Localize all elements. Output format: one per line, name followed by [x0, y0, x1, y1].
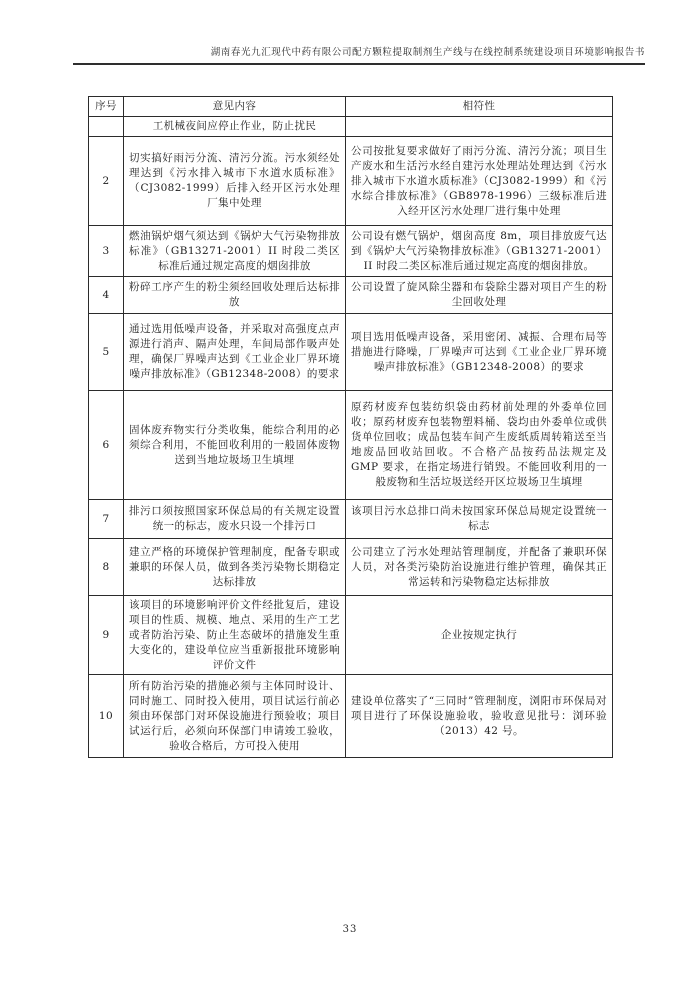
conformity-cell: 公司按批复要求做好了雨污分流、清污分流；项目生产废水和生活污水经自建污水处理站处理达到《污水排入城市下水道水质标准》（CJ3082-1999）和《污水综合排放标准》（GB8978-1996）三级标准后进入经开区污水处理厂进行集中处理 — [346, 137, 613, 226]
table-header-row — [89, 97, 613, 117]
table-row — [89, 137, 613, 226]
table-row — [89, 277, 613, 314]
page-number: 33 — [342, 924, 358, 935]
opinion-cell: 所有防治污染的措施必须与主体同时设计、同时施工、同时投入使用，项目试运行前必须由环保部门对环保设施进行预验收；项目试运行后，必须向环保部门申请竣工验收，验收合格后，方可投入使用 — [124, 675, 346, 758]
conformity-cell: 企业按规定执行 — [346, 596, 613, 675]
row-number-cell: 6 — [89, 391, 124, 500]
conformity-cell: 项目选用低噪声设备，采用密闭、减振、合理布局等措施进行降噪，厂界噪声可达到《工业企业厂界环境噪声排放标准》（GB12348-2008）的要求 — [346, 314, 613, 391]
opinion-cell: 通过选用低噪声设备，并采取对高强度点声源进行消声、隔声处理，车间局部作吸声处理，确保厂界噪声达到《工业企业厂界环境噪声排放标准》（GB12348-2008）的要求 — [124, 314, 346, 391]
opinion-cell: 粉碎工序产生的粉尘须经回收处理后达标排放 — [124, 277, 346, 314]
row-number-cell: 2 — [89, 137, 124, 226]
table-row — [89, 314, 613, 391]
opinion-cell: 排污口须按照国家环保总局的有关规定设置统一的标志，废水只设一个排污口 — [124, 500, 346, 539]
opinion-cell: 建立严格的环境保护管理制度，配备专职或兼职的环保人员，做到各类污染物长期稳定达标排放 — [124, 539, 346, 596]
row-number-cell: 8 — [89, 539, 124, 596]
table-row — [89, 675, 613, 758]
table-row — [89, 539, 613, 596]
opinion-cell: 切实搞好雨污分流、清污分流。污水须经处理达到《污水排入城市下水道水质标准》（CJ3082-1999）后排入经开区污水处理厂集中处理 — [124, 137, 346, 226]
row-number-cell — [89, 117, 124, 137]
compliance-table — [88, 96, 613, 758]
table-row — [89, 226, 613, 277]
col-header-opinion: 意见内容 — [124, 97, 346, 117]
conformity-cell: 建设单位落实了“三同时”管理制度，浏阳市环保局对项目进行了环保设施验收，验收意见批号：浏环验（2013）42 号。 — [346, 675, 613, 758]
row-number-cell: 3 — [89, 226, 124, 277]
opinion-cell: 固体废弃物实行分类收集，能综合利用的必须综合利用，不能回收利用的一般固体废物送到当地垃圾场卫生填埋 — [124, 391, 346, 500]
conformity-cell: 公司设有燃气锅炉，烟囱高度 8m，项目排放废气达到《锅炉大气污染物排放标准》（GB13271-2001）II 时段二类区标准后通过规定高度的烟囱排放。 — [346, 226, 613, 277]
page-header — [73, 44, 645, 65]
col-header-conformity: 相符性 — [346, 97, 613, 117]
conformity-cell: 原药材废弃包装纺织袋由药材前处理的外委单位回收；原药材废弃包装物塑料桶、袋均由外委单位或供货单位回收；成品包装车间产生废纸质周转箱送至当地废品回收站回收。不合格产品按药品法规定及 GMP 要求，在指定场进行销毁。不能回收利用的一般废物和生活垃圾送经开区垃圾场卫生填埋 — [346, 391, 613, 500]
col-header-no: 序号 — [89, 97, 124, 117]
row-number-cell: 10 — [89, 675, 124, 758]
table-row — [89, 500, 613, 539]
conformity-cell: 该项目污水总排口尚未按国家环保总局规定设置统一标志 — [346, 500, 613, 539]
table-row — [89, 391, 613, 500]
opinion-cell: 该项目的环境影响评价文件经批复后，建设项目的性质、规模、地点、采用的生产工艺或者防治污染、防止生态破坏的措施发生重大变化的，建设单位应当重新报批环境影响评价文件 — [124, 596, 346, 675]
conformity-cell — [346, 117, 613, 137]
row-number-cell: 4 — [89, 277, 124, 314]
row-number-cell: 7 — [89, 500, 124, 539]
row-number-cell: 9 — [89, 596, 124, 675]
opinion-cell: 工机械夜间应停止作业，防止扰民 — [124, 117, 346, 137]
opinion-cell: 燃油锅炉烟气须达到《锅炉大气污染物排放标准》（GB13271-2001）II 时段二类区标准后通过规定高度的烟囱排放 — [124, 226, 346, 277]
table-row — [89, 117, 613, 137]
table-row — [89, 596, 613, 675]
conformity-cell: 公司建立了污水处理站管理制度，并配备了兼职环保人员，对各类污染防治设施进行维护管理，确保其正常运转和污染物稳定达标排放 — [346, 539, 613, 596]
row-number-cell: 5 — [89, 314, 124, 391]
conformity-cell: 公司设置了旋风除尘器和布袋除尘器对项目产生的粉尘回收处理 — [346, 277, 613, 314]
report-title: 湖南春光九汇现代中药有限公司配方颗粒提取制剂生产线与在线控制系统建设项目环境影响报告书 — [210, 47, 645, 58]
